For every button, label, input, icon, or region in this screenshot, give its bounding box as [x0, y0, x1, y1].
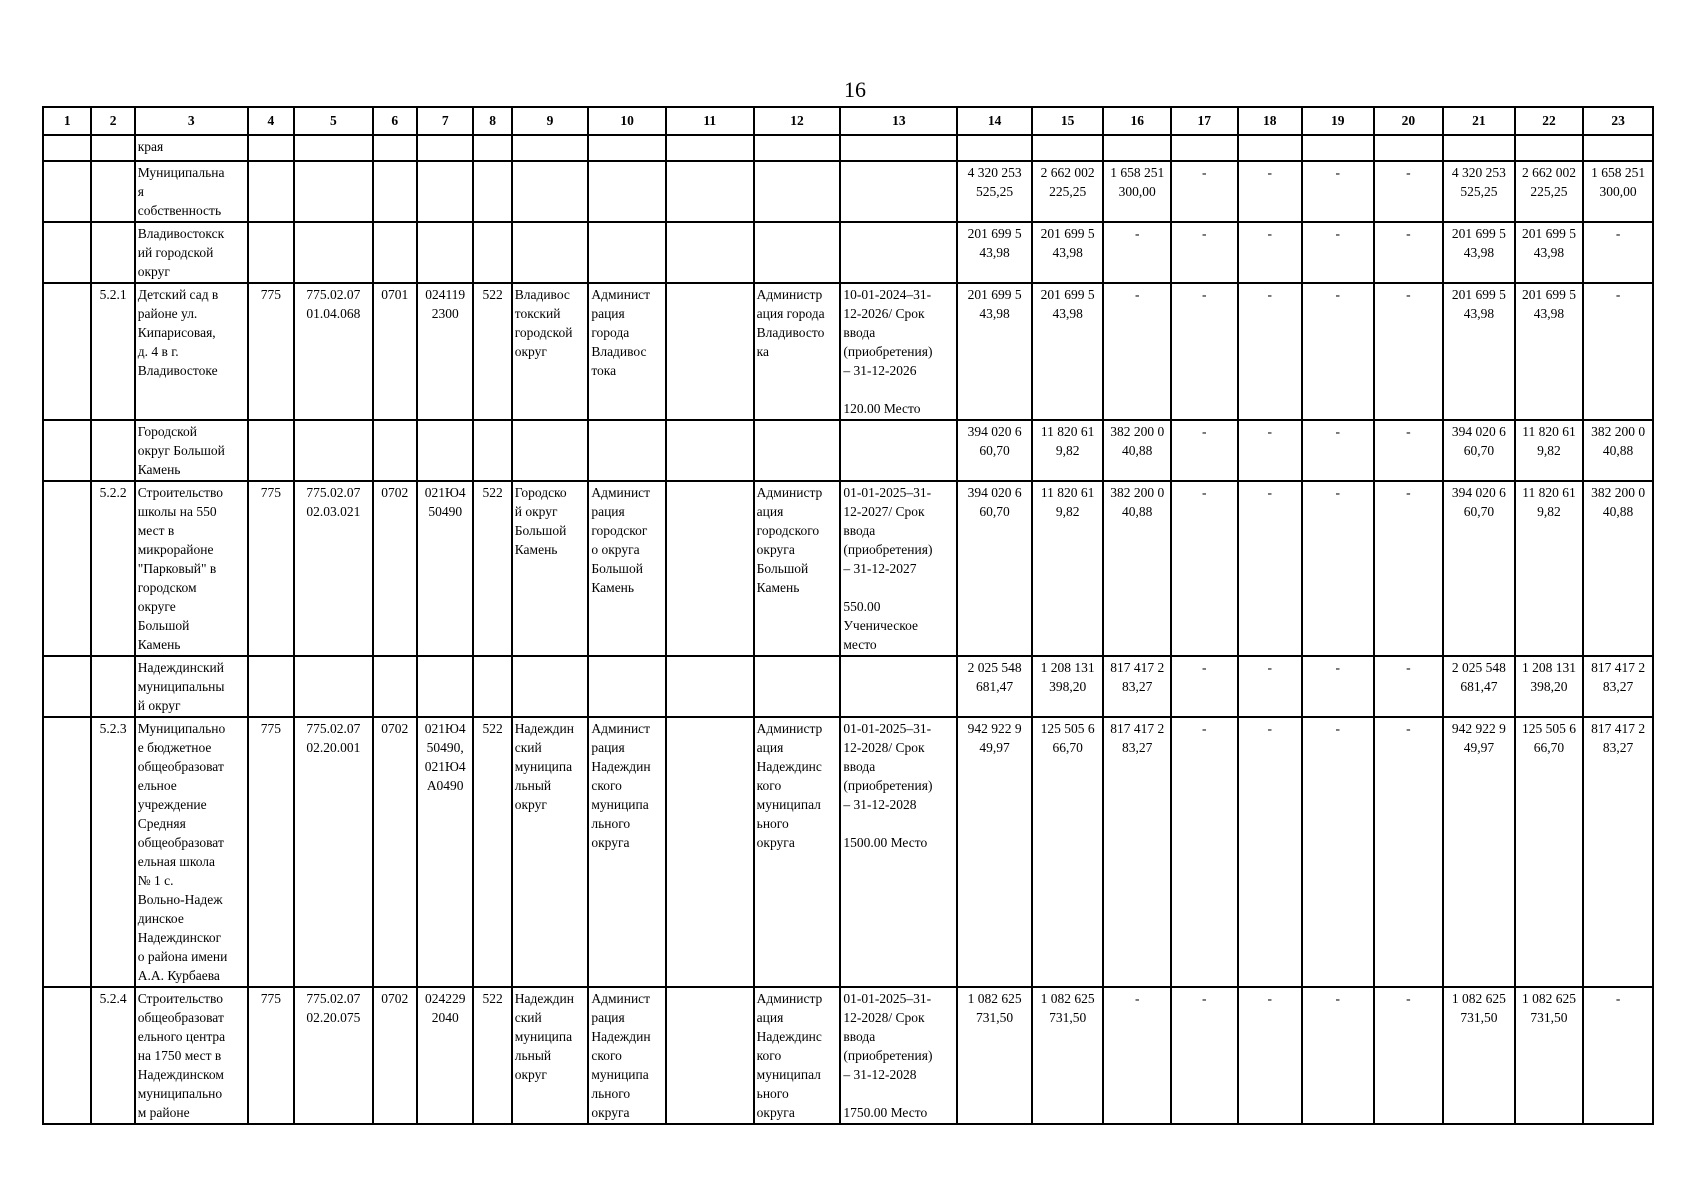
table-row [43, 987, 1653, 1124]
header-cell: 22 [1515, 107, 1584, 135]
table-cell [754, 222, 841, 283]
table-cell: 394 020 6 60,70 [1443, 481, 1515, 656]
table-cell: 201 699 5 43,98 [957, 283, 1032, 420]
table-cell [1103, 135, 1171, 161]
table-cell [473, 420, 511, 481]
table-cell [666, 161, 754, 222]
table-cell [248, 222, 294, 283]
table-cell: края [135, 135, 248, 161]
table-cell [91, 656, 134, 717]
table-cell [417, 420, 473, 481]
table-cell: - [1374, 161, 1444, 222]
table-cell: 775.02.07 02.03.021 [294, 481, 373, 656]
table-cell [1374, 135, 1444, 161]
header-cell: 23 [1583, 107, 1653, 135]
table-cell: - [1171, 987, 1238, 1124]
table-cell: Владивос токский городской округ [512, 283, 589, 420]
table-cell [473, 222, 511, 283]
table-cell: - [1171, 656, 1238, 717]
table-cell [754, 420, 841, 481]
table-cell: - [1583, 987, 1653, 1124]
table-cell [754, 161, 841, 222]
table-cell [754, 135, 841, 161]
table-cell: 522 [473, 283, 511, 420]
table-cell: 125 505 6 66,70 [1032, 717, 1104, 987]
table-cell [1515, 135, 1584, 161]
table-cell: 4 320 253 525,25 [957, 161, 1032, 222]
table-row [43, 717, 1653, 987]
table-cell [512, 656, 589, 717]
table-cell: - [1238, 161, 1303, 222]
header-cell: 20 [1374, 107, 1444, 135]
table-cell: Админист рация Надеждин ского муниципа льного округа [588, 717, 666, 987]
table-cell: 201 699 5 43,98 [957, 222, 1032, 283]
table-cell: 942 922 9 49,97 [1443, 717, 1515, 987]
table-cell: - [1171, 283, 1238, 420]
table-cell: 775.02.07 02.20.001 [294, 717, 373, 987]
table-cell: 201 699 5 43,98 [1032, 222, 1104, 283]
table-cell [294, 135, 373, 161]
table-row [43, 656, 1653, 717]
table-cell: - [1374, 283, 1444, 420]
table-cell: 4 320 253 525,25 [1443, 161, 1515, 222]
table-cell: 1 082 625 731,50 [1443, 987, 1515, 1124]
table-cell: 125 505 6 66,70 [1515, 717, 1584, 987]
table-cell: - [1238, 222, 1303, 283]
header-row [43, 107, 1653, 135]
table-cell [512, 420, 589, 481]
table-cell [957, 135, 1032, 161]
table-cell: 024229 2040 [417, 987, 473, 1124]
table-cell [1443, 135, 1515, 161]
header-cell: 4 [248, 107, 294, 135]
table-cell: 11 820 61 9,82 [1032, 420, 1104, 481]
table-cell: 942 922 9 49,97 [957, 717, 1032, 987]
table-cell: - [1302, 283, 1374, 420]
table-cell [588, 161, 666, 222]
table-cell [43, 987, 91, 1124]
table-cell: - [1374, 717, 1444, 987]
table-cell: - [1374, 656, 1444, 717]
table-cell: - [1374, 222, 1444, 283]
table-cell: 394 020 6 60,70 [957, 481, 1032, 656]
table-cell: - [1171, 222, 1238, 283]
table-cell [43, 656, 91, 717]
table-cell [588, 135, 666, 161]
table-cell: - [1103, 222, 1171, 283]
table-row [43, 222, 1653, 283]
table-cell [588, 420, 666, 481]
table-cell: 11 820 61 9,82 [1515, 481, 1584, 656]
table-cell: 382 200 0 40,88 [1103, 481, 1171, 656]
table-cell [1583, 135, 1653, 161]
table-cell: Надеждин ский муниципа льный округ [512, 717, 589, 987]
table-cell: - [1238, 656, 1303, 717]
header-cell: 12 [754, 107, 841, 135]
table-cell [1238, 135, 1303, 161]
table-cell [840, 656, 957, 717]
table-cell [43, 222, 91, 283]
table-cell [294, 656, 373, 717]
table-cell [43, 420, 91, 481]
table-cell: 2 662 002 225,25 [1515, 161, 1584, 222]
table-cell: 775.02.07 01.04.068 [294, 283, 373, 420]
table-cell [840, 420, 957, 481]
table-cell [43, 717, 91, 987]
table-cell: 382 200 0 40,88 [1583, 481, 1653, 656]
table-cell: - [1302, 161, 1374, 222]
table-cell: 0702 [373, 481, 417, 656]
table-row [43, 161, 1653, 222]
table-cell: 817 417 2 83,27 [1103, 717, 1171, 987]
table-cell [373, 161, 417, 222]
table-cell: Владивостокск ий городской округ [135, 222, 248, 283]
table-cell [666, 135, 754, 161]
table-cell [91, 420, 134, 481]
table-cell [588, 222, 666, 283]
table-cell: Надеждин ский муниципа льный округ [512, 987, 589, 1124]
table-cell: - [1171, 717, 1238, 987]
table-cell: - [1302, 717, 1374, 987]
table-cell: 5.2.1 [91, 283, 134, 420]
table-cell: 775 [248, 283, 294, 420]
table-cell: 01-01-2025–31- 12-2028/ Срок ввода (приобретения) – 31-12-2028 1750.00 Место [840, 987, 957, 1124]
header-cell: 6 [373, 107, 417, 135]
table-cell: 11 820 61 9,82 [1515, 420, 1584, 481]
table-cell: - [1374, 481, 1444, 656]
table-cell: 0702 [373, 717, 417, 987]
table-cell [666, 420, 754, 481]
table-cell [666, 481, 754, 656]
table-cell: 201 699 5 43,98 [1443, 222, 1515, 283]
header-cell: 13 [840, 107, 957, 135]
table-cell: 1 658 251 300,00 [1103, 161, 1171, 222]
table-cell [473, 135, 511, 161]
table-cell: 1 082 625 731,50 [957, 987, 1032, 1124]
table-cell [666, 222, 754, 283]
table-cell: 1 208 131 398,20 [1032, 656, 1104, 717]
table-cell: 394 020 6 60,70 [957, 420, 1032, 481]
table-cell: 201 699 5 43,98 [1515, 222, 1584, 283]
header-cell: 2 [91, 107, 134, 135]
table-cell: Муниципально е бюджетное общеобразоват ельное учреждение Средняя общеобразоват ельная школа № 1 с. Вольно-Надеж динское Надеждинског о района имени А.А. Курбаева [135, 717, 248, 987]
table-cell [373, 135, 417, 161]
table-cell [91, 161, 134, 222]
table-cell: 0702 [373, 987, 417, 1124]
table-cell: Муниципальна я собственность [135, 161, 248, 222]
table-cell: Администр ация городского округа Большой Камень [754, 481, 841, 656]
header-cell: 1 [43, 107, 91, 135]
table-cell [91, 135, 134, 161]
table-cell: - [1302, 420, 1374, 481]
table-cell [248, 161, 294, 222]
table-cell: - [1583, 222, 1653, 283]
table-cell: 021Ю4 50490, 021Ю4 А0490 [417, 717, 473, 987]
table-cell: Строительство школы на 550 мест в микрорайоне "Парковый" в городском округе Большой Камень [135, 481, 248, 656]
table-cell [43, 135, 91, 161]
table-cell: 522 [473, 987, 511, 1124]
table-cell: - [1238, 283, 1303, 420]
table-cell: 5.2.2 [91, 481, 134, 656]
register-table [42, 106, 1654, 1125]
table-row [43, 283, 1653, 420]
table-cell: - [1374, 420, 1444, 481]
table-cell: - [1238, 420, 1303, 481]
table-cell [91, 222, 134, 283]
table-cell: 201 699 5 43,98 [1443, 283, 1515, 420]
table-cell [248, 420, 294, 481]
table-cell: Детский сад в районе ул. Кипарисовая, д. 4 в г. Владивостоке [135, 283, 248, 420]
table-cell: 382 200 0 40,88 [1583, 420, 1653, 481]
table-cell: - [1302, 222, 1374, 283]
table-cell: - [1171, 481, 1238, 656]
table-cell: - [1302, 987, 1374, 1124]
table-cell [373, 656, 417, 717]
table-cell: 01-01-2025–31- 12-2028/ Срок ввода (приобретения) – 31-12-2028 1500.00 Место [840, 717, 957, 987]
table-cell: Админист рация городског о округа Большой Камень [588, 481, 666, 656]
table-cell: 382 200 0 40,88 [1103, 420, 1171, 481]
table-cell [754, 656, 841, 717]
table-cell: 394 020 6 60,70 [1443, 420, 1515, 481]
table-cell: Надеждинский муниципальны й округ [135, 656, 248, 717]
table-cell [666, 987, 754, 1124]
table-cell: - [1171, 161, 1238, 222]
table-cell [588, 656, 666, 717]
table-cell [43, 481, 91, 656]
table-cell [248, 135, 294, 161]
header-cell: 16 [1103, 107, 1171, 135]
table-cell: Администр ация города Владивосто ка [754, 283, 841, 420]
table-cell [248, 656, 294, 717]
table-cell: - [1103, 283, 1171, 420]
table-cell: 5.2.3 [91, 717, 134, 987]
table-cell: Админист рация города Владивос тока [588, 283, 666, 420]
table-cell [373, 420, 417, 481]
table-cell [512, 161, 589, 222]
table-cell [417, 656, 473, 717]
table-cell: 775 [248, 987, 294, 1124]
table-cell: 817 417 2 83,27 [1103, 656, 1171, 717]
table-cell: 817 417 2 83,27 [1583, 717, 1653, 987]
table-cell [1032, 135, 1104, 161]
table-cell: 1 208 131 398,20 [1515, 656, 1584, 717]
table-cell: Городской округ Большой Камень [135, 420, 248, 481]
table-cell: - [1238, 717, 1303, 987]
table-cell: - [1302, 656, 1374, 717]
table-cell [666, 283, 754, 420]
table-cell: 201 699 5 43,98 [1032, 283, 1104, 420]
table-cell [43, 283, 91, 420]
table-cell: Строительство общеобразоват ельного центра на 1750 мест в Надеждинском муниципально м районе [135, 987, 248, 1124]
table-cell: 522 [473, 717, 511, 987]
table-cell: 2 662 002 225,25 [1032, 161, 1104, 222]
header-cell: 5 [294, 107, 373, 135]
table-cell: Админист рация Надеждин ского муниципа льного округа [588, 987, 666, 1124]
table-cell: - [1302, 481, 1374, 656]
table-cell: - [1238, 481, 1303, 656]
table-row [43, 420, 1653, 481]
table-cell: 024119 2300 [417, 283, 473, 420]
header-cell: 18 [1238, 107, 1303, 135]
table-cell: 775.02.07 02.20.075 [294, 987, 373, 1124]
table-cell [1171, 135, 1238, 161]
header-cell: 11 [666, 107, 754, 135]
table-cell: 522 [473, 481, 511, 656]
table-row [43, 135, 1653, 161]
header-cell: 8 [473, 107, 511, 135]
table-cell [294, 222, 373, 283]
table-cell: 1 082 625 731,50 [1032, 987, 1104, 1124]
table-cell [512, 135, 589, 161]
table-cell: 021Ю4 50490 [417, 481, 473, 656]
table-cell [666, 717, 754, 987]
table-cell [294, 420, 373, 481]
header-cell: 19 [1302, 107, 1374, 135]
table-cell [294, 161, 373, 222]
table-cell: Администр ация Надеждинс кого муниципал ьного округа [754, 717, 841, 987]
table-cell: - [1583, 283, 1653, 420]
header-cell: 21 [1443, 107, 1515, 135]
header-cell: 10 [588, 107, 666, 135]
table-cell [840, 135, 957, 161]
table-cell [417, 222, 473, 283]
table-cell [473, 656, 511, 717]
header-cell: 14 [957, 107, 1032, 135]
table-cell [512, 222, 589, 283]
table-cell: 11 820 61 9,82 [1032, 481, 1104, 656]
table-cell [840, 222, 957, 283]
table-cell: - [1103, 987, 1171, 1124]
table-cell: 201 699 5 43,98 [1515, 283, 1584, 420]
table-cell: 2 025 548 681,47 [1443, 656, 1515, 717]
table-cell: Администр ация Надеждинс кого муниципал ьного округа [754, 987, 841, 1124]
table-cell [417, 135, 473, 161]
table-cell: Городско й округ Большой Камень [512, 481, 589, 656]
header-cell: 15 [1032, 107, 1104, 135]
header-cell: 3 [135, 107, 248, 135]
header-cell: 17 [1171, 107, 1238, 135]
table-cell: 01-01-2025–31- 12-2027/ Срок ввода (приобретения) – 31-12-2027 550.00 Ученическое место [840, 481, 957, 656]
page-number: 16 [844, 77, 866, 102]
table-cell: 1 082 625 731,50 [1515, 987, 1584, 1124]
table-cell [43, 161, 91, 222]
table-cell: - [1238, 987, 1303, 1124]
table-cell: - [1374, 987, 1444, 1124]
table-cell: 817 417 2 83,27 [1583, 656, 1653, 717]
table-cell: 5.2.4 [91, 987, 134, 1124]
table-cell: 2 025 548 681,47 [957, 656, 1032, 717]
table-row [43, 481, 1653, 656]
table-cell: 1 658 251 300,00 [1583, 161, 1653, 222]
table-cell [473, 161, 511, 222]
table-cell: - [1171, 420, 1238, 481]
table-cell: 775 [248, 481, 294, 656]
table-cell [1302, 135, 1374, 161]
table-cell: 10-01-2024–31- 12-2026/ Срок ввода (приобретения) – 31-12-2026 120.00 Место [840, 283, 957, 420]
table-cell [417, 161, 473, 222]
header-cell: 9 [512, 107, 589, 135]
table-cell [840, 161, 957, 222]
table-cell: 0701 [373, 283, 417, 420]
table-cell: 775 [248, 717, 294, 987]
table-cell [373, 222, 417, 283]
table-cell [666, 656, 754, 717]
header-cell: 7 [417, 107, 473, 135]
